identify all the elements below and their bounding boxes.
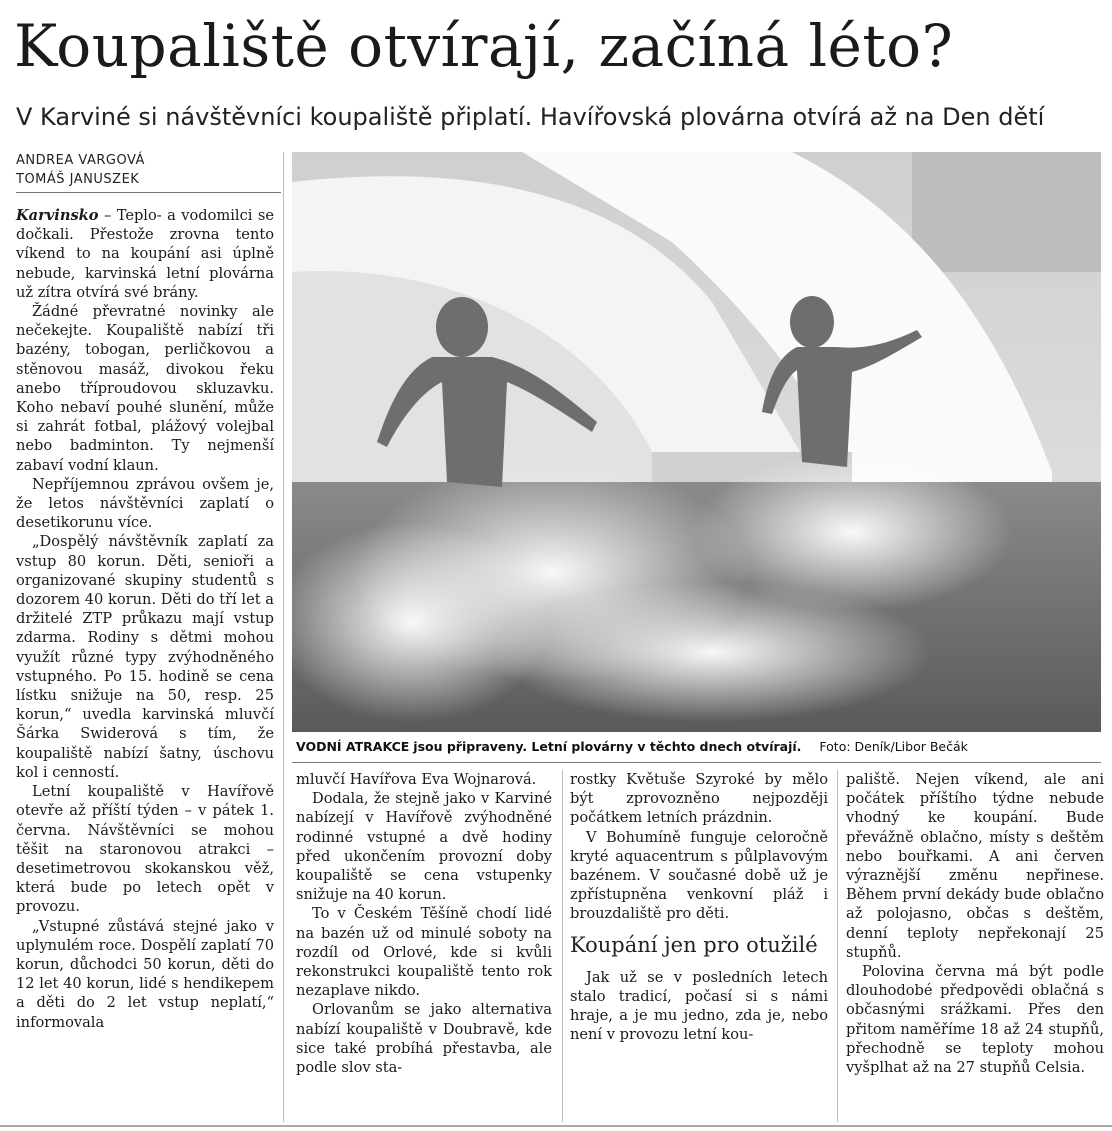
caption-lead: VODNÍ ATRAKCE bbox=[296, 739, 410, 754]
author-byline bbox=[16, 151, 281, 189]
column-divider bbox=[562, 770, 563, 1122]
page-bottom-edge bbox=[0, 1125, 1112, 1127]
article-column-2 bbox=[296, 770, 552, 1077]
caption-divider bbox=[292, 762, 1101, 763]
water-slide-photo bbox=[292, 152, 1101, 732]
caption-text: jsou připraveny. Letní plovárny v těchto dnech otvírají. bbox=[413, 739, 802, 754]
article-column-1 bbox=[16, 206, 274, 1032]
paragraph: Nepříjemnou zprávou ovšem je, že letos návštěvníci zaplatí o desetikorunu více. bbox=[16, 475, 274, 532]
byline-divider bbox=[16, 192, 281, 193]
paragraph: paliště. Nejen víkend, ale ani počátek příštího týdne nebude vhodný ke koupání. Bude převážně oblačno, místy s deštěm nebo bouřkami. A ani červen výraznější změnu nepřinese. Během první dekády bude oblačno až polojasno, občas s deštěm, denní teploty nepřekonají 25 stupňů. bbox=[846, 771, 1104, 961]
paragraph bbox=[16, 206, 274, 302]
author-name: ANDREA VARGOVÁ bbox=[16, 153, 145, 168]
paragraph: Jak už se v posledních letech stalo tradicí, počasí si s námi hraje, a je mu jedno, zda je, nebo není v provozu letní kou- bbox=[570, 968, 828, 1044]
paragraph: Polovina června má být podle dlouhodobé předpovědi oblačná s občasnými srážkami. Přes den přitom naměříme 18 až 24 stupňů, přechodně se teploty mohou vyšplhat až na 27 stupňů Celsia. bbox=[846, 963, 1104, 1077]
photo-caption bbox=[296, 739, 1101, 755]
headline: Koupaliště otvírají, začíná léto? bbox=[14, 12, 954, 80]
section-subheading: Koupání jen pro otužilé bbox=[570, 932, 818, 957]
dateline: Karvinsko bbox=[16, 207, 99, 224]
paragraph-text: – Teplo- a vodomilci se dočkali. Přestože zrovna tento víkend to na koupání asi úplně nebude, karvinská letní plovárna už zítra otvírá své brány. bbox=[16, 207, 275, 301]
paragraph: V Bohumíně funguje celoročně kryté aquacentrum s půlplavovým bazénem. V současné době už je zpřístupněna venkovní pláž i brouzdaliště pro děti. bbox=[570, 828, 828, 923]
author-name: TOMÁŠ JANUSZEK bbox=[16, 172, 140, 187]
article-column-4 bbox=[846, 770, 1104, 1077]
paragraph: Letní koupaliště v Havířově otevře až příští týden – v pátek 1. června. Návštěvníci se mohou těšit na staronovou atrakci – desetimetrovou skokanskou věž, která bude po letech opět v provozu. bbox=[16, 783, 274, 916]
paragraph: „Dospělý návštěvník zaplatí za vstup 80 korun. Děti, senioři a organizované skupiny studentů s dozorem 40 korun. Děti do tří let a držitelé ZTP průkazu mají vstup zdarma. Rodiny s dětmi mohou využít různé typy zvýhodněného vstupného. Po 15. hodině se cena lístku snižuje na 50, resp. 25 korun,“ uvedla karvinská mluvčí Šárka Swiderová s tím, že koupaliště nabízí šatny, úschovu kol i cenností. bbox=[16, 533, 274, 781]
column-divider bbox=[283, 152, 284, 1122]
article-column-3 bbox=[570, 770, 828, 1044]
paragraph: Dodala, že stejně jako v Karviné nabízejí v Havířově zvýhodněné rodinné vstupné a dvě hodiny před ukončením provozní doby koupaliště se cena vstupenky snižuje na 40 korun. bbox=[296, 790, 552, 904]
paragraph: rostky Květuše Szyroké by mělo být zprovozněno nejpozději počátkem letních prázdnin. bbox=[570, 771, 828, 827]
paragraph: To v Českém Těšíně chodí lidé na bazén už od minulé soboty na rozdíl od Orlové, kde si kvůli rekonstrukci koupaliště tento rok nezaplave nikdo. bbox=[296, 905, 552, 1000]
paragraph: Orlovanům se jako alternativa nabízí koupaliště v Doubravě, kde sice také probíhá přestavba, ale podle slov sta- bbox=[296, 1001, 552, 1077]
photo-credit: Foto: Deník/Libor Bečák bbox=[819, 739, 968, 754]
paragraph: mluvčí Havířova Eva Wojnarová. bbox=[296, 771, 537, 788]
column-divider bbox=[837, 770, 838, 1122]
paragraph: Žádné převratné novinky ale nečekejte. Koupaliště nabízí tři bazény, tobogan, perličkovou a stěnovou masáž, divokou řeku anebo tříproudovou skluzavku. Koho nebaví pouhé slunění, může si zahrát fotbal, plážový volejbal nebo badminton. Ty nejmenší zabaví vodní klaun. bbox=[16, 303, 274, 474]
subheadline: V Karviné si návštěvníci koupaliště připlatí. Havířovská plovárna otvírá až na Den dětí bbox=[16, 103, 1045, 131]
article-photo bbox=[292, 152, 1101, 732]
paragraph: „Vstupné zůstává stejné jako v uplynulém roce. Dospělí zaplatí 70 korun, důchodci 50 korun, děti do 12 let 40 korun, lidé s hendikepem a děti do 2 let vstup neplatí,“ informovala bbox=[16, 917, 274, 1031]
